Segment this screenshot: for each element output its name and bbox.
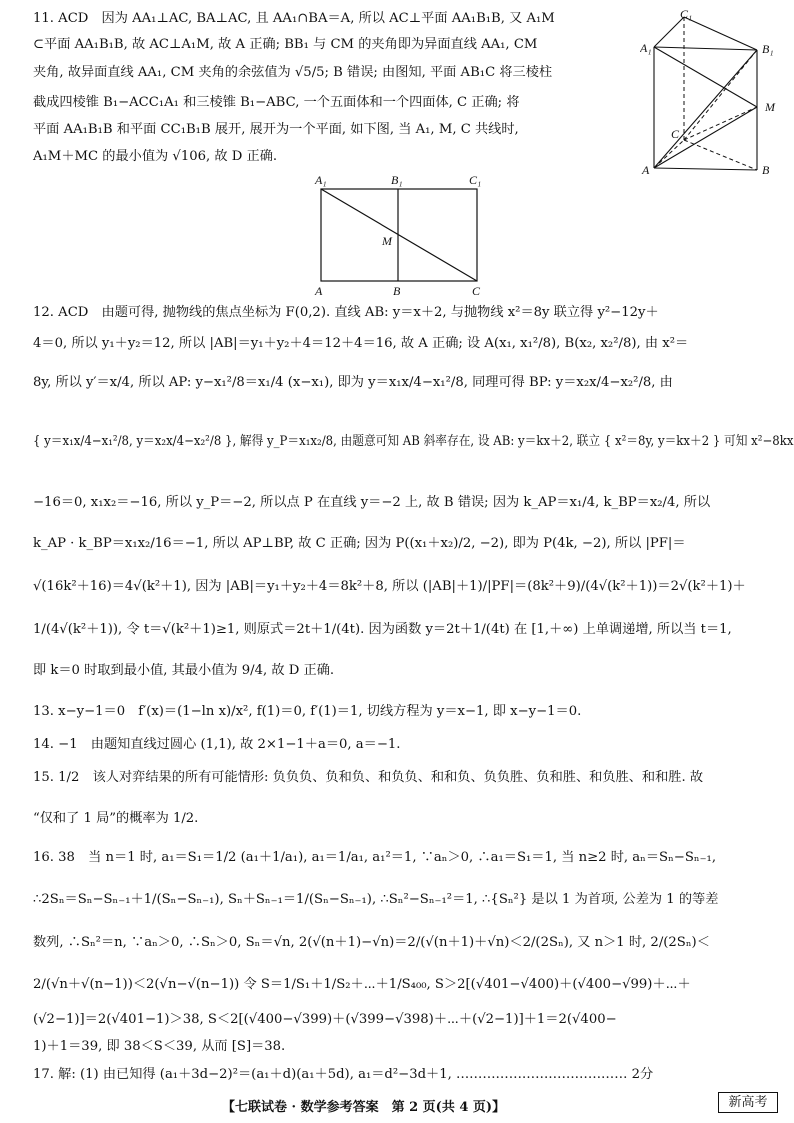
label-c1: C₁ <box>469 173 482 187</box>
label-a1: A₁ <box>640 41 652 55</box>
text-line: 8y, 所以 y′＝x/4, 所以 AP: y−x₁²/8＝x₁/4 (x−x₁), 即为 y＝x₁x/4−x₁²/8, 同理可得 BP: y＝x₂x/4−x₂²/8, 由 <box>33 375 673 390</box>
prism-figure <box>640 10 790 175</box>
label-b1: B₁ <box>391 173 403 187</box>
text-line: 数列, ∴Sₙ²＝n, ∵aₙ＞0, ∴Sₙ＞0, Sₙ＝√n, 2(√(n＋1)−√n)＝2/(√(n＋1)＋√n)＜2/(2Sₙ), 又 n＞1 时, 2/(2Sₙ)＜ <box>33 935 710 950</box>
text-line: 平面 AA₁B₁B 和平面 CC₁B₁B 展开, 展开为一个平面, 如下图, 当 A₁, M, C 共线时, <box>33 122 519 137</box>
page-footer: 【七联试卷 · 数学参考答案 第 2 页(共 4 页)】 <box>222 1100 506 1115</box>
text-line: A₁M＋MC 的最小值为 √106, 故 D 正确. <box>33 149 278 164</box>
label-a: A <box>642 163 650 175</box>
unfolded-figure <box>305 170 495 300</box>
text-line: 13. x−y−1＝0 f′(x)＝(1−ln x)/x², f(1)＝0, f′(1)＝1, 切线方程为 y＝x−1, 即 x−y−1＝0. <box>33 704 582 719</box>
text-line: { y＝x₁x/4−x₁²/8, y＝x₂x/4−x₂²/8 }, 解得 y_P＝x₁x₂/8, 由题意可知 AB 斜率存在, 设 AB: y＝kx＋2, 联立 { x²＝8y, y＝kx＋2 } 可知 x²−8kx <box>33 434 794 449</box>
text-line: 即 k＝0 时取到最小值, 其最小值为 9/4, 故 D 正确. <box>33 663 335 678</box>
label-c1: C₁ <box>680 10 693 21</box>
label-b1: B₁ <box>762 42 774 56</box>
text-line: 12. ACD 由题可得, 抛物线的焦点坐标为 F(0,2). 直线 AB: y＝x＋2, 与抛物线 x²＝8y 联立得 y²−12y＋ <box>33 305 659 320</box>
text-line: 17. 解: (1) 由已知得 (a₁＋3d−2)²＝(a₁＋d)(a₁＋5d), a₁＝d²−3d＋1, ………………………………… 2分 <box>33 1067 654 1082</box>
text-line: 4＝0, 所以 y₁＋y₂＝12, 所以 |AB|＝y₁＋y₂＋4＝12＋4＝16, 故 A 正确; 设 A(x₁, x₁²/8), B(x₂, x₂²/8), 由 x²＝ <box>33 336 689 351</box>
label-b: B <box>393 284 401 298</box>
text-line: 11. ACD 因为 AA₁⊥AC, BA⊥AC, 且 AA₁∩BA＝A, 所以 AC⊥平面 AA₁B₁B, 又 A₁M <box>33 11 555 26</box>
text-line: 1/(4√(k²＋1)), 令 t＝√(k²＋1)≥1, 则原式＝2t＋1/(4t). 因为函数 y＝2t＋1/(4t) 在 [1,＋∞) 上单调递增, 所以当 t＝1, <box>33 622 732 637</box>
text-line: ∴2Sₙ＝Sₙ−Sₙ₋₁＋1/(Sₙ−Sₙ₋₁), Sₙ＋Sₙ₋₁＝1/(Sₙ−Sₙ₋₁), ∴Sₙ²−Sₙ₋₁²＝1, ∴{Sₙ²} 是以 1 为首项, 公差为 1 的等差 <box>33 892 719 907</box>
text-line: 16. 38 当 n＝1 时, a₁＝S₁＝1/2 (a₁＋1/a₁), a₁＝1/a₁, a₁²＝1, ∵aₙ＞0, ∴a₁＝S₁＝1, 当 n≥2 时, aₙ＝Sₙ−Sₙ₋₁, <box>33 850 717 865</box>
text-line: (√2−1)]＝2(√401−1)＞38, S＜2[(√400−√399)＋(√399−√398)＋⋯＋(√2−1)]＋1＝2(√400− <box>33 1012 617 1027</box>
text-line: “仅和了 1 局”的概率为 1/2. <box>33 811 199 826</box>
text-line: 1)＋1＝39, 即 38＜S＜39, 从而 [S]＝38. <box>33 1039 286 1054</box>
label-m: M <box>765 100 775 114</box>
text-line: ⊂平面 AA₁B₁B, 故 AC⊥A₁M, 故 A 正确; BB₁ 与 CM 的夹角即为异面直线 AA₁, CM <box>33 37 538 52</box>
label-m: M <box>382 234 392 248</box>
text-line: −16＝0, x₁x₂＝−16, 所以 y_P＝−2, 所以点 P 在直线 y＝−2 上, 故 B 错误; 因为 k_AP＝x₁/4, k_BP＝x₂/4, 所以 <box>33 495 711 510</box>
text-line: 14. −1 由题知直线过圆心 (1,1), 故 2×1−1＋a＝0, a＝−1. <box>33 737 401 752</box>
label-b: B <box>762 163 770 175</box>
label-c: C <box>472 284 481 298</box>
text-line: 2/(√n＋√(n−1))＜2(√n−√(n−1)) 令 S＝1/S₁＋1/S₂＋⋯＋1/S₄₀₀, S＞2[(√401−√400)＋(√400−√99)＋⋯＋ <box>33 977 691 992</box>
label-a: A <box>315 284 323 298</box>
label-a1: A₁ <box>315 173 327 187</box>
text-line: k_AP · k_BP＝x₁x₂/16＝−1, 所以 AP⊥BP, 故 C 正确; 因为 P((x₁＋x₂)/2, −2), 即为 P(4k, −2), 所以 |PF|＝ <box>33 536 686 551</box>
text-line: 15. 1/2 该人对弈结果的所有可能情形: 负负负、负和负、和负负、和和负、负负胜、负和胜、和负胜、和和胜. 故 <box>33 770 704 785</box>
text-line: √(16k²＋16)＝4√(k²＋1), 因为 |AB|＝y₁＋y₂＋4＝8k²＋8, 所以 (|AB|＋1)/|PF|＝(8k²＋9)/(4√(k²＋1))＝2√(k²＋1)＋ <box>33 579 746 594</box>
label-c: C <box>671 127 680 141</box>
exam-badge: 新高考 <box>718 1092 778 1113</box>
text-line: 截成四棱锥 B₁−ACC₁A₁ 和三棱锥 B₁−ABC, 一个五面体和一个四面体, C 正确; 将 <box>33 95 520 110</box>
text-line: 夹角, 故异面直线 AA₁, CM 夹角的余弦值为 √5/5; B 错误; 由图知, 平面 AB₁C 将三棱柱 <box>33 65 553 80</box>
